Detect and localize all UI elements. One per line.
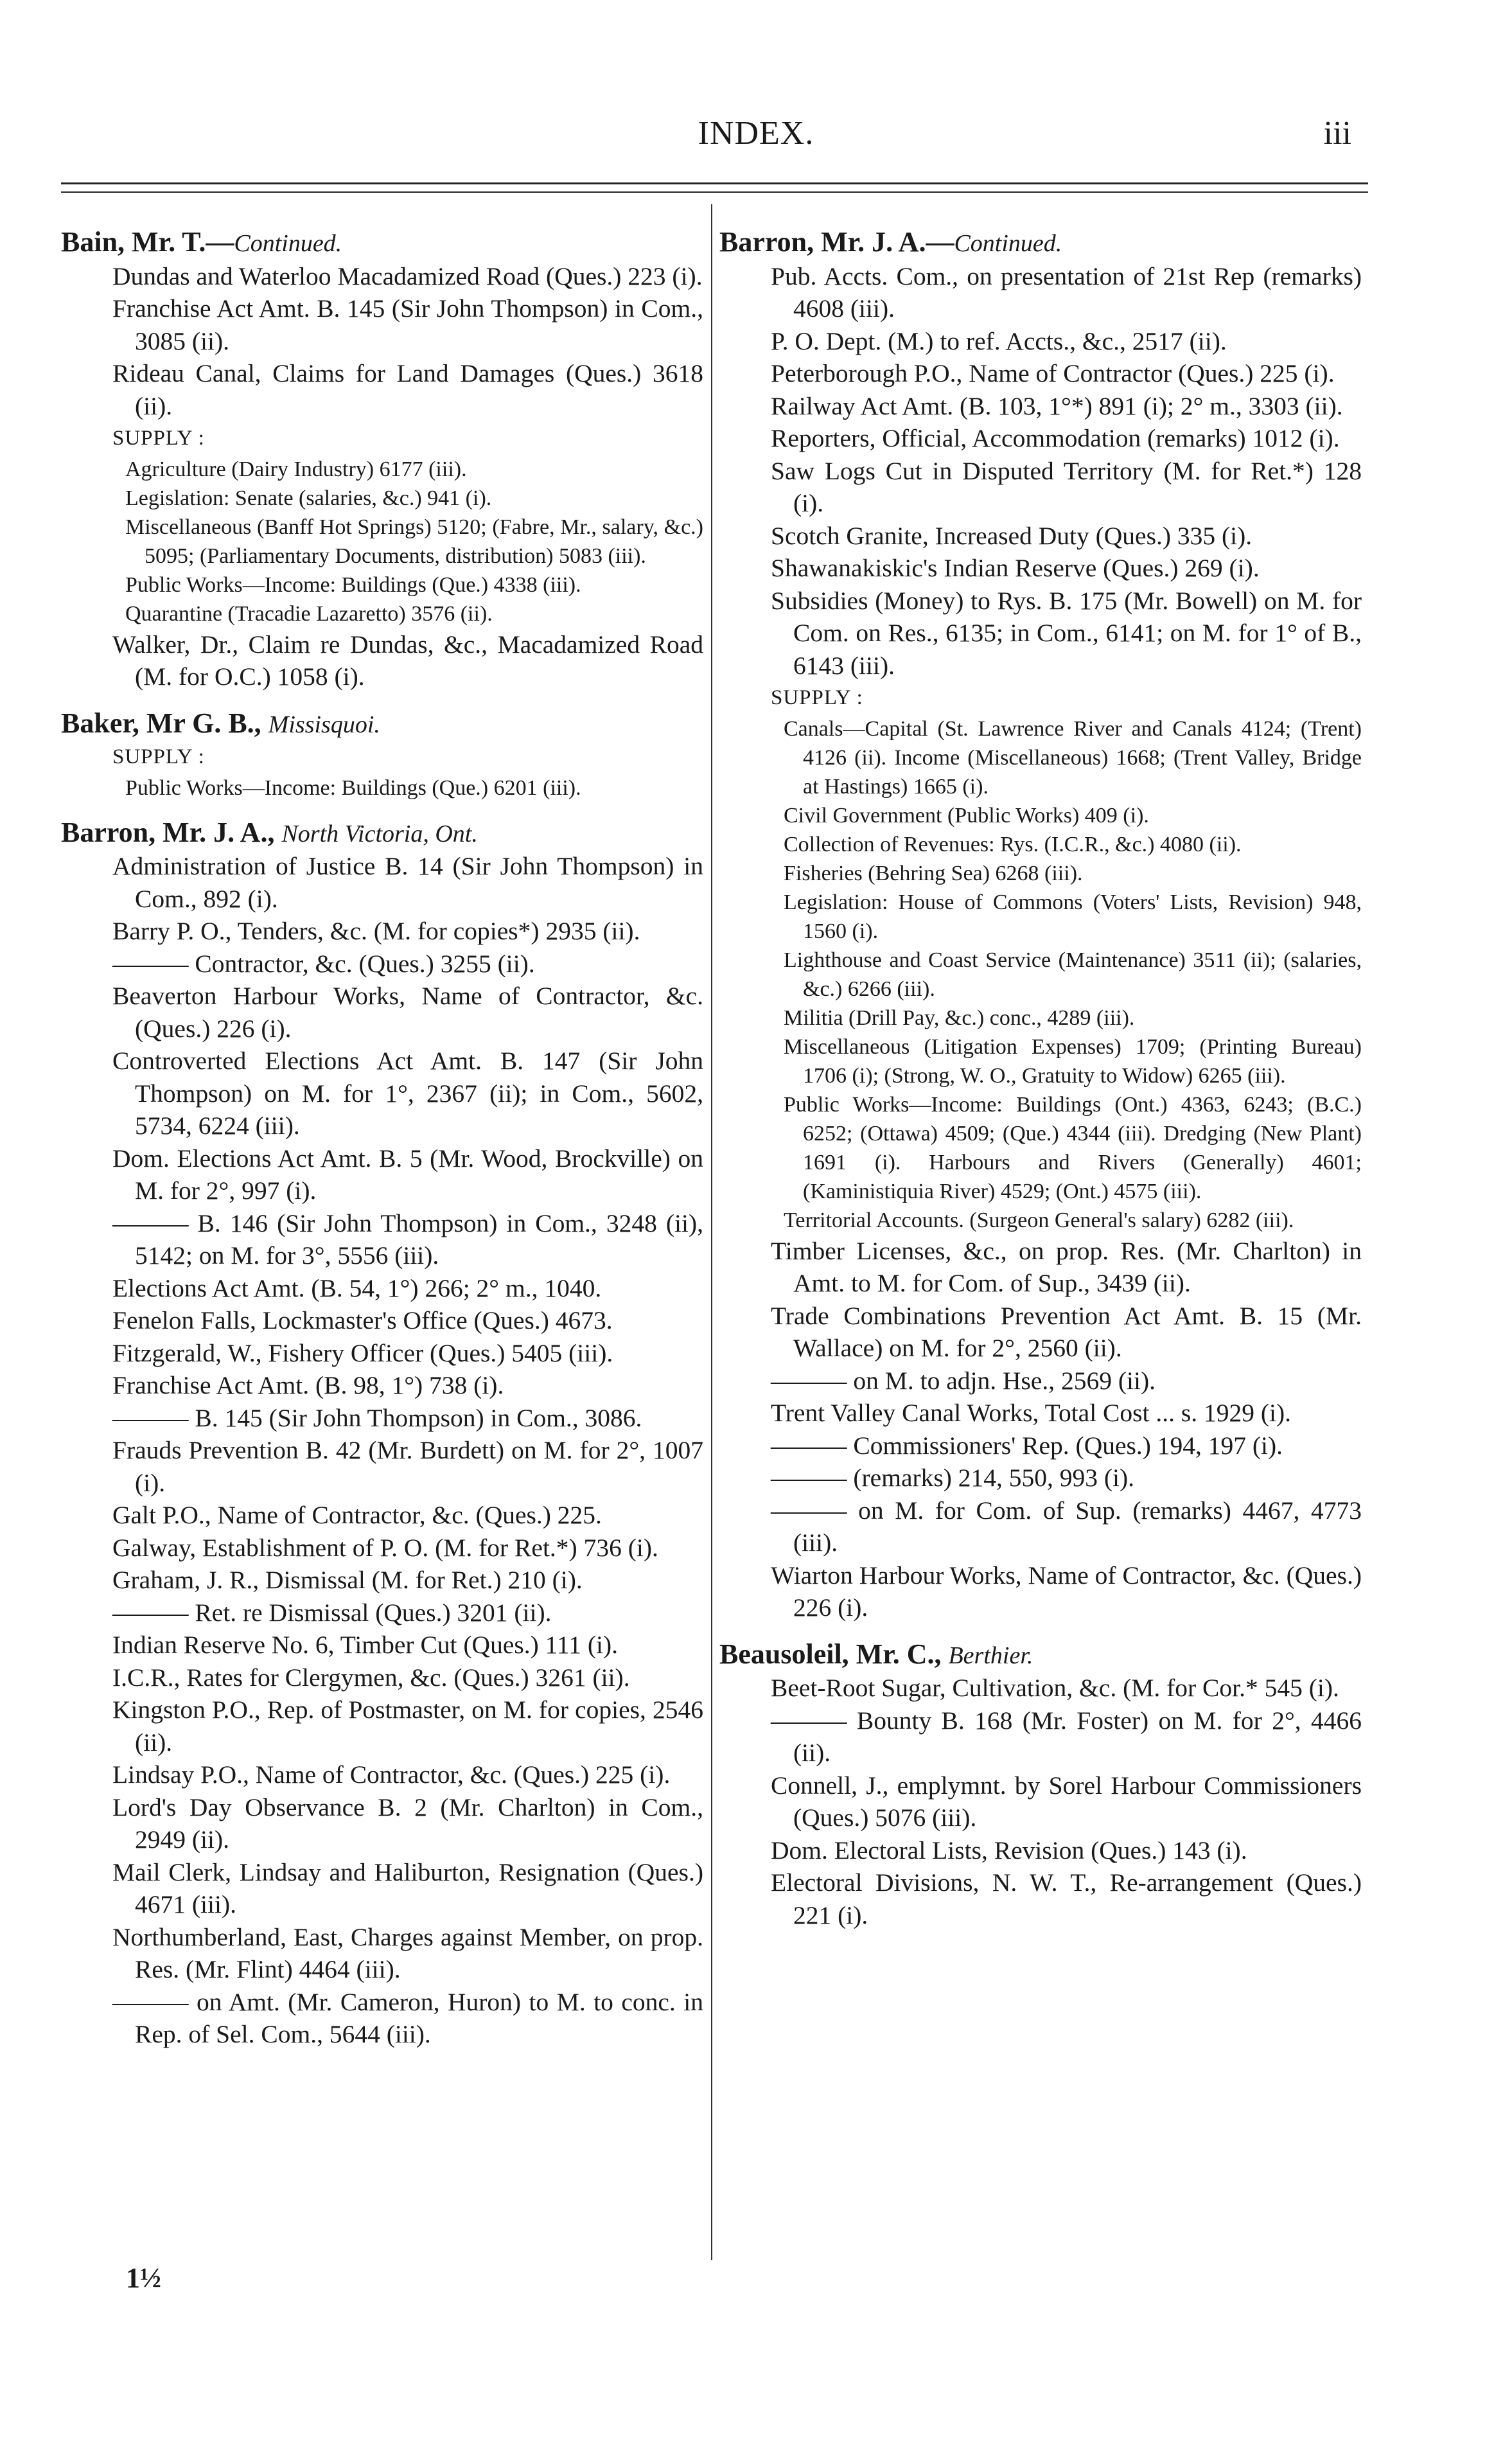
heading-separator: — <box>926 226 954 258</box>
index-entry: Electoral Divisions, N. W. T., Re-arrangement (Ques.) 221 (i). <box>771 1868 1362 1929</box>
supply-subentry: Canals—Capital (St. Lawrence River and Canals 4124; (Trent) 4126 (ii). Income (Miscellaneous) 1668; (Trent Valley, Bridge at Hastings) 1665 (i). <box>784 716 1362 799</box>
index-entry: Administration of Justice B. 14 (Sir John Thompson) in Com., 892 (i). <box>112 852 703 913</box>
index-entry: Northumberland, East, Charges against Member, on prop. Res. (Mr. Flint) 4464 (iii). <box>112 1922 703 1983</box>
index-entry: ——— B. 145 (Sir John Thompson) in Com., 3086. <box>112 1403 642 1432</box>
index-entry: ——— on M. for Com. of Sup. (remarks) 4467, 4773 (iii). <box>771 1496 1362 1557</box>
index-entry: Reporters, Official, Accommodation (remarks) 1012 (i). <box>771 424 1340 452</box>
supply-subentry: Fisheries (Behring Sea) 6268 (iii). <box>784 861 1083 885</box>
index-entry: Subsidies (Money) to Rys. B. 175 (Mr. Bowell) on M. for Com. on Res., 6135; in Com., 6141; on M. for 1° of B., 6143 (iii). <box>771 586 1362 680</box>
index-entry: ——— on M. to adjn. Hse., 2569 (ii). <box>771 1366 1156 1395</box>
index-entry: ——— on Amt. (Mr. Cameron, Huron) to M. to conc. in Rep. of Sel. Com., 5644 (iii). <box>112 1987 703 2048</box>
index-entry: Graham, J. R., Dismissal (M. for Ret.) 210 (i). <box>112 1566 583 1594</box>
supply-label: SUPPLY : <box>112 427 205 450</box>
index-entry: Walker, Dr., Claim re Dundas, &c., Macadamized Road (M. for O.C.) 1058 (i). <box>112 630 703 691</box>
index-entry: Beet-Root Sugar, Cultivation, &c. (M. for Cor.* 545 (i). <box>771 1674 1339 1702</box>
supply-subentry: Miscellaneous (Litigation Expenses) 1709; (Printing Bureau) 1706 (i); (Strong, W. O., Gratuity to Widow) 6265 (iii). <box>784 1034 1362 1088</box>
index-entry: Beaverton Harbour Works, Name of Contractor, &c. (Ques.) 226 (i). <box>112 982 703 1043</box>
constituency: Berthier. <box>948 1642 1033 1669</box>
index-entry: Shawanakiskic's Indian Reserve (Ques.) 269 (i). <box>771 554 1260 582</box>
index-entry: Wiarton Harbour Works, Name of Contractor, &c. (Ques.) 226 (i). <box>771 1561 1362 1622</box>
supply-subentry: Civil Government (Public Works) 409 (i). <box>784 803 1149 828</box>
index-entry: Kingston P.O., Rep. of Postmaster, on M. for copies, 2546 (ii). <box>112 1696 703 1757</box>
supply-subentry: Legislation: House of Commons (Voters' Lists, Revision) 948, 1560 (i). <box>784 890 1362 943</box>
continued-note: Continued. <box>234 230 342 257</box>
member-heading <box>61 707 703 741</box>
member-name: Baker, Mr G. B., <box>61 707 261 739</box>
supply-subentry: Public Works—Income: Buildings (Que.) 6201 (iii). <box>125 775 581 800</box>
continued-note: Continued. <box>954 230 1062 257</box>
index-entry: Pub. Accts. Com., on presentation of 21st Rep (remarks) 4608 (iii). <box>771 261 1362 323</box>
index-entry: Dom. Electoral Lists, Revision (Ques.) 143 (i). <box>771 1836 1247 1864</box>
index-entry: ——— (remarks) 214, 550, 993 (i). <box>771 1464 1135 1492</box>
index-entry: Timber Licenses, &c., on prop. Res. (Mr. Charlton) in Amt. to M. for Com. of Sup., 3439 (ii). <box>771 1236 1362 1297</box>
index-entry: Barry P. O., Tenders, &c. (M. for copies*) 2935 (ii). <box>112 917 640 945</box>
supply-label: SUPPLY : <box>112 745 205 768</box>
index-entry: Mail Clerk, Lindsay and Haliburton, Resignation (Ques.) 4671 (iii). <box>112 1857 703 1918</box>
index-entry: I.C.R., Rates for Clergymen, &c. (Ques.) 3261 (ii). <box>112 1663 630 1692</box>
member-heading <box>61 817 703 851</box>
index-entry: ——— Contractor, &c. (Ques.) 3255 (ii). <box>112 949 535 978</box>
index-entry: Peterborough P.O., Name of Contractor (Ques.) 225 (i). <box>771 359 1335 387</box>
member-name: Barron, Mr. J. A., <box>61 816 275 848</box>
index-entry: Galt P.O., Name of Contractor, &c. (Ques.) 225. <box>112 1501 602 1529</box>
index-entry: Galway, Establishment of P. O. (M. for Ret.*) 736 (i). <box>112 1533 658 1562</box>
supply-subentry: Public Works—Income: Buildings (Que.) 4338 (iii). <box>125 572 581 597</box>
header-rule <box>61 182 1368 184</box>
column-divider <box>711 204 712 2260</box>
index-entry: P. O. Dept. (M.) to ref. Accts., &c., 2517 (ii). <box>771 326 1227 355</box>
index-entry: ——— Bounty B. 168 (Mr. Foster) on M. for 2°, 4466 (ii). <box>771 1706 1362 1767</box>
index-entry: ——— Ret. re Dismissal (Ques.) 3201 (ii). <box>112 1598 552 1627</box>
index-entry: Trent Valley Canal Works, Total Cost ... s. 1929 (i). <box>771 1399 1292 1427</box>
index-entry: Lord's Day Observance B. 2 (Mr. Charlton) in Com., 2949 (ii). <box>112 1793 703 1854</box>
index-entry: Elections Act Amt. (B. 54, 1°) 266; 2° m., 1040. <box>112 1273 602 1302</box>
index-entry: Dom. Elections Act Amt. B. 5 (Mr. Wood, Brockville) on M. for 2°, 997 (i). <box>112 1144 703 1205</box>
signature-mark: 1½ <box>126 2262 161 2294</box>
supply-subentry: Territorial Accounts. (Surgeon General's salary) 6282 (iii). <box>784 1208 1294 1232</box>
supply-subentry: Lighthouse and Coast Service (Maintenance) 3511 (ii); (salaries, &c.) 6266 (iii). <box>784 948 1362 1001</box>
supply-subentry: Agriculture (Dairy Industry) 6177 (iii). <box>125 457 467 481</box>
supply-subentry: Collection of Revenues: Rys. (I.C.R., &c.) 4080 (ii). <box>784 832 1242 856</box>
index-entry: Franchise Act Amt. (B. 98, 1°) 738 (i). <box>112 1371 504 1399</box>
heading-separator: — <box>206 226 234 258</box>
member-name: Beausoleil, Mr. C., <box>719 1638 942 1670</box>
page-number: iii <box>1323 115 1351 152</box>
index-entry: Controverted Elections Act Amt. B. 147 (Sir John Thompson) on M. for 1°, 2367 (ii); in Com., 5602, 5734, 6224 (iii). <box>112 1047 703 1140</box>
index-entry: Lindsay P.O., Name of Contractor, &c. (Ques.) 225 (i). <box>112 1760 671 1789</box>
index-entry: Fenelon Falls, Lockmaster's Office (Ques.) 4673. <box>112 1306 613 1334</box>
supply-subentry: Quarantine (Tracadie Lazaretto) 3576 (ii). <box>125 601 493 626</box>
member-name: Bain, Mr. T. <box>61 226 206 258</box>
supply-subentry: Militia (Drill Pay, &c.) conc., 4289 (iii). <box>784 1005 1135 1030</box>
member-heading <box>719 226 1362 260</box>
supply-subentry: Miscellaneous (Banff Hot Springs) 5120; (Fabre, Mr., salary, &c.) 5095; (Parliamentary Documents, distribution) 5083 (iii). <box>125 515 703 568</box>
member-heading <box>61 226 703 260</box>
constituency: North Victoria, Ont. <box>281 820 478 847</box>
index-entry: Dundas and Waterloo Macadamized Road (Ques.) 223 (i). <box>112 261 703 290</box>
header-rule-thin <box>61 191 1368 193</box>
supply-label: SUPPLY : <box>771 686 863 709</box>
index-entry: Trade Combinations Prevention Act Amt. B. 15 (Mr. Wallace) on M. for 2°, 2560 (ii). <box>771 1301 1362 1362</box>
supply-subentry: Public Works—Income: Buildings (Ont.) 4363, 6243; (B.C.) 6252; (Ottawa) 4509; (Que.) 4344 (iii). Dredging (New Plant) 1691 (i). Harbours and Rivers (Generally) 4601; (Kaministiquia River) 4529; (Ont.) 4575 (iii). <box>784 1092 1362 1203</box>
supply-subentry: Legislation: Senate (salaries, &c.) 941 (i). <box>125 486 492 510</box>
index-entry: ——— Commissioners' Rep. (Ques.) 194, 197 (i). <box>771 1431 1283 1460</box>
page-title: INDEX. <box>698 115 814 152</box>
index-entry: Saw Logs Cut in Disputed Territory (M. for Ret.*) 128 (i). <box>771 456 1362 517</box>
index-column-right <box>719 226 1362 1931</box>
index-entry: Fitzgerald, W., Fishery Officer (Ques.) 5405 (iii). <box>112 1338 613 1367</box>
index-entry: Connell, J., emplymnt. by Sorel Harbour Commissioners (Ques.) 5076 (iii). <box>771 1771 1362 1832</box>
index-column-left <box>61 226 703 2051</box>
index-entry: Franchise Act Amt. B. 145 (Sir John Thompson) in Com., 3085 (ii). <box>112 294 703 355</box>
index-entry: Indian Reserve No. 6, Timber Cut (Ques.) 111 (i). <box>112 1631 618 1659</box>
constituency: Missisquoi. <box>268 711 380 738</box>
index-entry: ——— B. 146 (Sir John Thompson) in Com., 3248 (ii), 5142; on M. for 3°, 5556 (iii). <box>112 1209 703 1270</box>
index-entry: Frauds Prevention B. 42 (Mr. Burdett) on M. for 2°, 1007 (i). <box>112 1436 703 1497</box>
member-name: Barron, Mr. J. A. <box>719 226 926 258</box>
index-entry: Rideau Canal, Claims for Land Damages (Ques.) 3618 (ii). <box>112 359 703 420</box>
index-entry: Railway Act Amt. (B. 103, 1°*) 891 (i); 2° m., 3303 (ii). <box>771 391 1343 420</box>
member-heading <box>719 1638 1362 1672</box>
index-entry: Scotch Granite, Increased Duty (Ques.) 335 (i). <box>771 521 1253 550</box>
